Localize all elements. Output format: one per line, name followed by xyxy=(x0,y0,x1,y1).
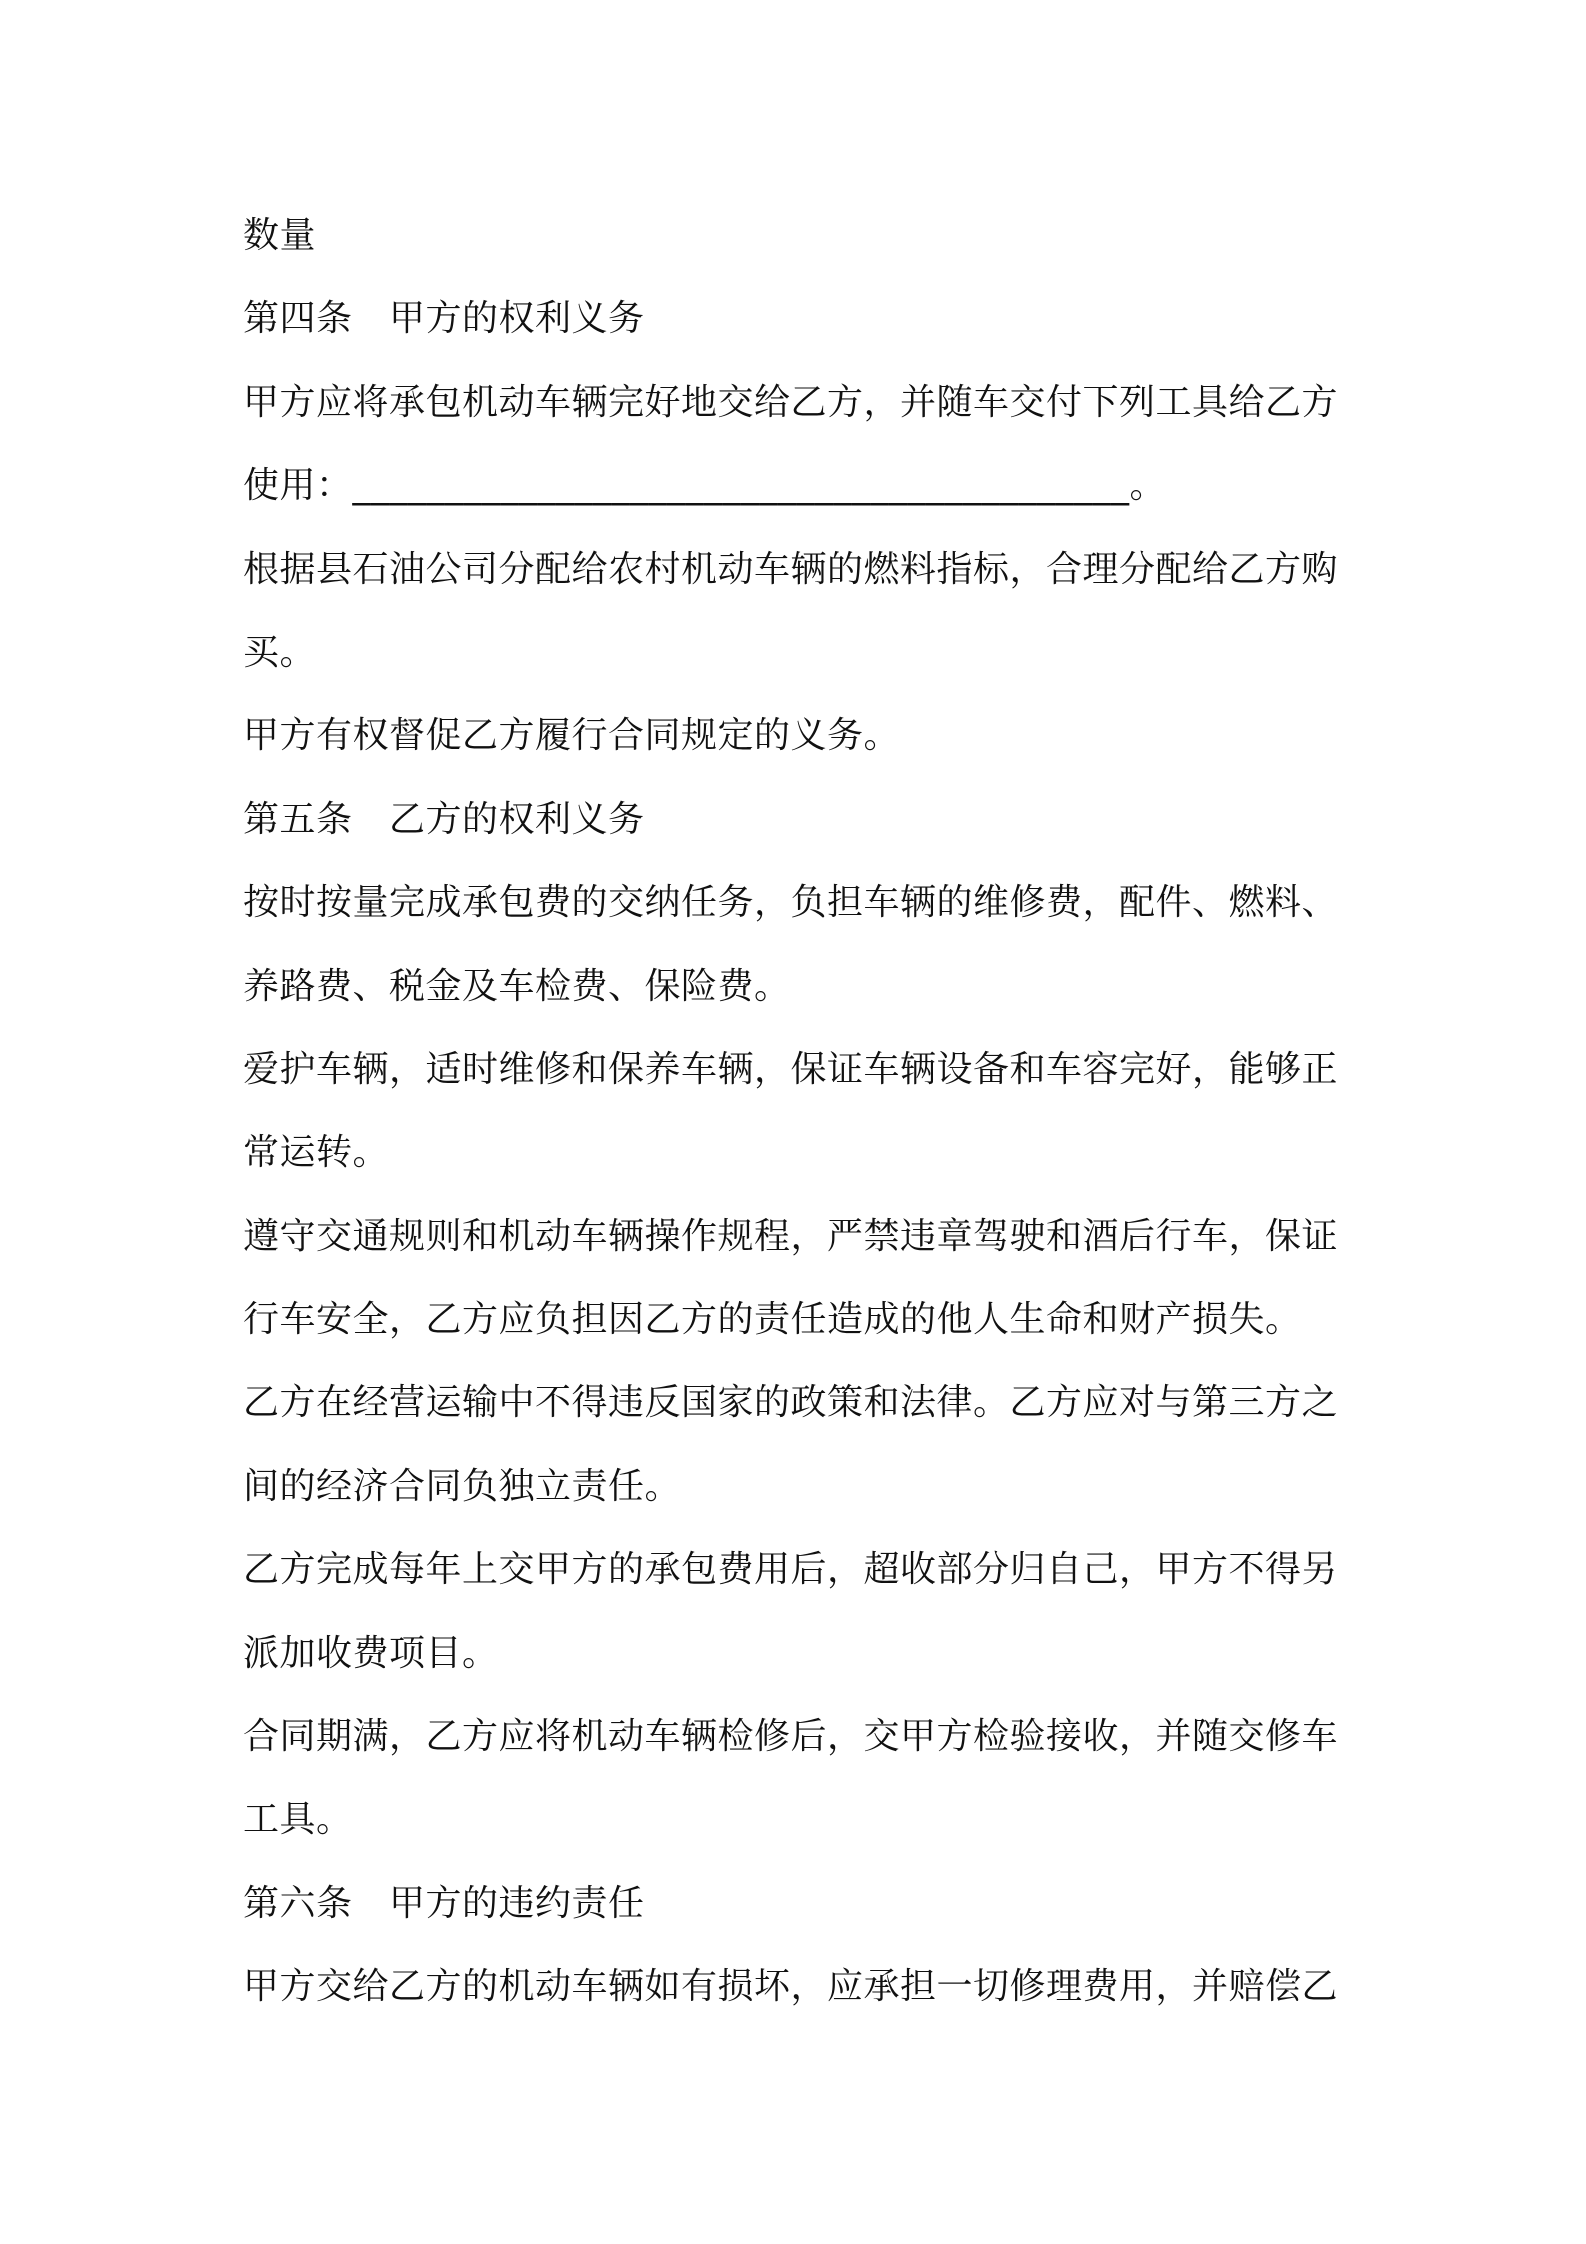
text-line: 乙方完成每年上交甲方的承包费用后，超收部分归自己，甲方不得另 xyxy=(243,1549,1339,1591)
text-line: 养路费、税金及车检费、保险费。 xyxy=(243,965,791,1007)
text-line: 甲方应将承包机动车辆完好地交给乙方，并随车交付下列工具给乙方 xyxy=(243,381,1339,423)
article-heading: 第四条 甲方的权利义务 xyxy=(243,298,645,340)
text-line: 甲方有权督促乙方履行合同规定的义务。 xyxy=(243,715,901,757)
text-line: 买。 xyxy=(243,631,317,673)
text-line: 工具。 xyxy=(243,1799,353,1841)
text-line: 数量 xyxy=(243,215,317,256)
text-line: 合同期满，乙方应将机动车辆检修后，交甲方检验接收，并随交修车 xyxy=(243,1716,1339,1758)
text-line: 按时按量完成承包费的交纳任务，负担车辆的维修费，配件、燃料、 xyxy=(243,882,1339,924)
text-line: 常运转。 xyxy=(243,1132,390,1174)
text-line: 使用：__________________________________________。 xyxy=(243,465,1167,507)
text-line: 甲方交给乙方的机动车辆如有损坏，应承担一切修理费用，并赔偿乙 xyxy=(243,1966,1339,2008)
text-line: 根据县石油公司分配给农村机动车辆的燃料指标，合理分配给乙方购 xyxy=(243,548,1339,590)
text-line: 行车安全，乙方应负担因乙方的责任造成的他人生命和财产损失。 xyxy=(243,1299,1302,1341)
document-body xyxy=(243,194,1363,2029)
text-line: 遵守交通规则和机动车辆操作规程，严禁违章驾驶和酒后行车，保证 xyxy=(243,1215,1339,1257)
text-line: 间的经济合同负独立责任。 xyxy=(243,1465,682,1507)
article-heading: 第六条 甲方的违约责任 xyxy=(243,1882,645,1924)
article-heading: 第五条 乙方的权利义务 xyxy=(243,798,645,840)
text-line: 乙方在经营运输中不得违反国家的政策和法律。乙方应对与第三方之 xyxy=(243,1382,1339,1424)
text-line: 派加收费项目。 xyxy=(243,1632,499,1674)
text-line: 爱护车辆，适时维修和保养车辆，保证车辆设备和车容完好，能够正 xyxy=(243,1048,1339,1090)
